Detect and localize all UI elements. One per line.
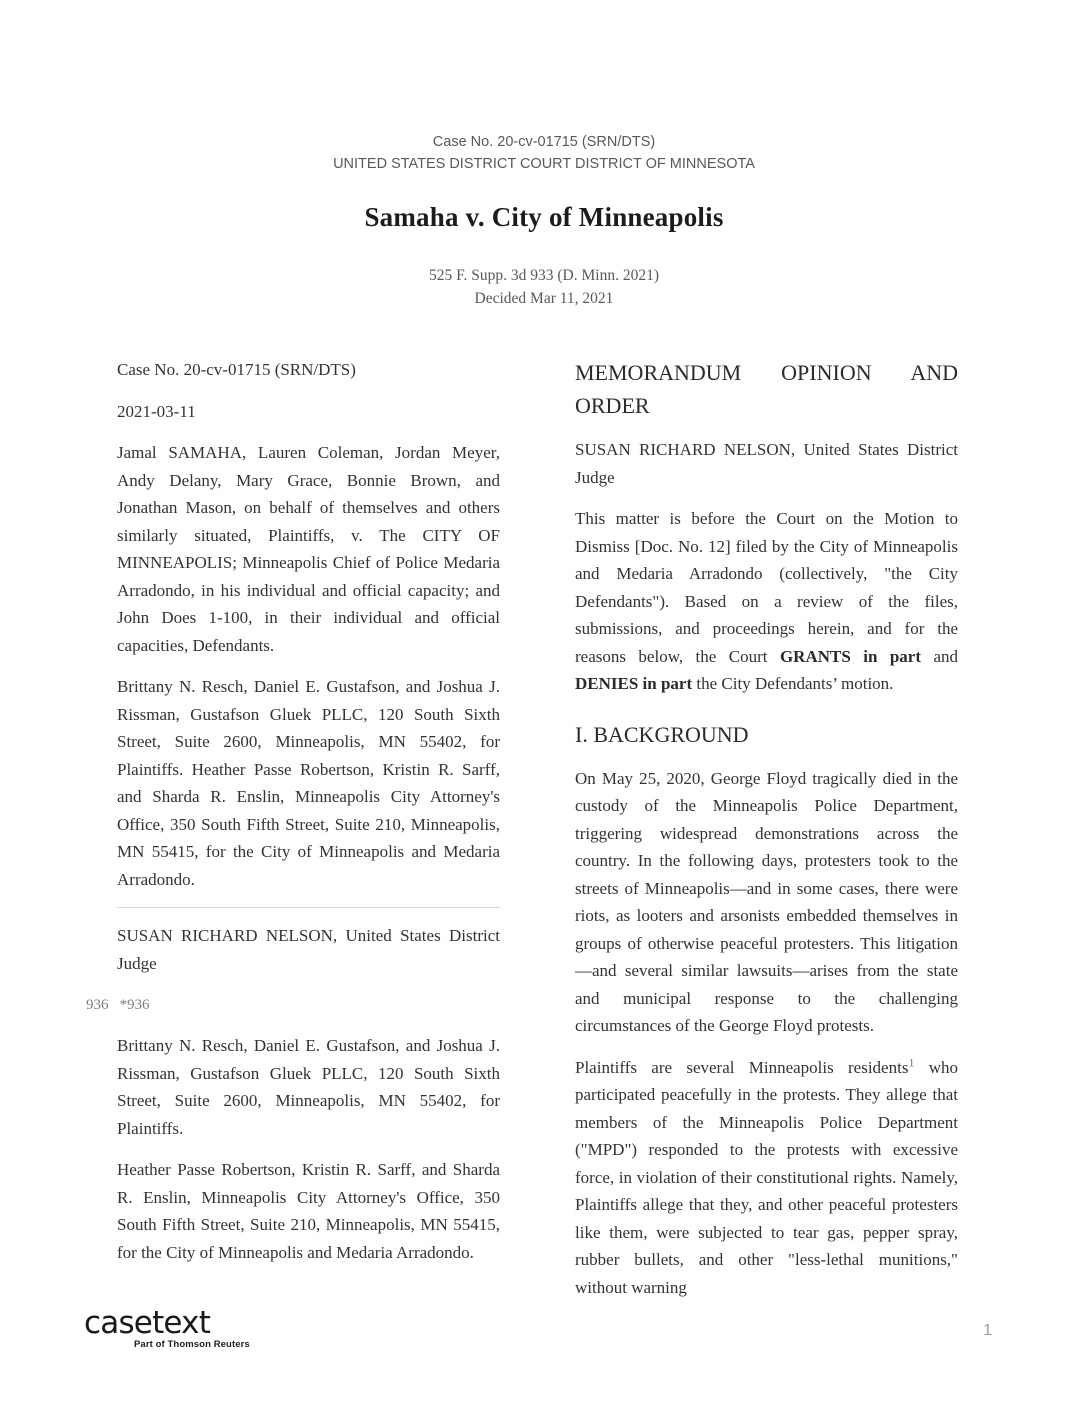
plaintiffs-text-2: who participated peacefully in the protests. They allege that members of the Minneapolis Police Department ("MPD") responded to the protests with excessive force, in violation of their constitutional rights. Namely, Plaintiffs allege that they, and other peaceful protesters like them, were subjected to tear gas, pepper spray, rubber bullets, and other "less-lethal munitions," without warning (575, 1057, 958, 1297)
motion-text-3: the City Defendants’ motion. (692, 674, 894, 693)
motion-text-2: and (921, 646, 959, 666)
footnote-ref-link[interactable]: 1 (908, 1054, 915, 1069)
parties-paragraph: Jamal SAMAHA, Lauren Coleman, Jordan Meyer, Andy Delany, Mary Grace, Bonnie Brown, and Jonathan Mason, on behalf of themselves and others similarly situated, Plaintiffs, v. The CITY OF MINNEAPOLIS; Minneapolis Chief of Police Medaria Arradondo, in his individual and official capacity; and John Does 1-100, in their individual and official capacities, Defendants. (117, 443, 500, 655)
memorandum-heading: MEMORANDUM OPINION AND ORDER (575, 360, 958, 418)
plaintiffs-text-1: Plaintiffs are several Minneapolis residents (575, 1057, 909, 1077)
citation-block (0, 264, 1088, 310)
page-footer (84, 1305, 992, 1350)
judge-byline-opinion: SUSAN RICHARD NELSON, United States District Judge (575, 440, 958, 487)
margin-page-number: 936 (86, 997, 109, 1013)
section-divider (117, 907, 500, 908)
right-column (575, 356, 958, 1315)
citation-line: 525 F. Supp. 3d 933 (D. Minn. 2021) (429, 267, 659, 284)
court-name-line: UNITED STATES DISTRICT COURT DISTRICT OF MINNESOTA (333, 156, 755, 172)
case-number-line: Case No. 20-cv-01715 (SRN/DTS) (432, 134, 656, 150)
casetext-tagline: Part of Thomson Reuters (134, 1339, 250, 1350)
casetext-wordmark: casetext (84, 1305, 211, 1341)
casetext-logo[interactable] (84, 1305, 250, 1350)
document-body (0, 356, 1088, 1315)
star-pagination (86, 997, 500, 1014)
motion-paragraph (575, 505, 958, 698)
case-number-paragraph: Case No. 20-cv-01715 (SRN/DTS) (117, 360, 356, 379)
document-header (0, 0, 1088, 310)
decided-date-line: Decided Mar 11, 2021 (474, 290, 614, 307)
counsel-paragraph-plaintiffs: Brittany N. Resch, Daniel E. Gustafson, and Joshua J. Rissman, Gustafson Gluek PLLC, 120 South Sixth Street, Suite 2600, Minneapolis, MN 55402, for Plaintiffs. (117, 1036, 500, 1138)
motion-text-1: This matter is before the Court on the Motion to Dismiss [Doc. No. 12] filed by the City of Minneapolis and Medaria Arradondo (collectively, "the City Defendants"). Based on a review of the files, submissions, and proceedings herein, and for the reasons below, the Court (575, 509, 958, 666)
denies-emphasis: DENIES in part (575, 674, 693, 693)
judge-byline: SUSAN RICHARD NELSON, United States District Judge (117, 926, 500, 973)
background-heading: I. BACKGROUND (575, 721, 749, 747)
case-title: Samaha v. City of Minneapolis (364, 202, 724, 232)
left-column (86, 356, 500, 1315)
filing-date: 2021-03-11 (117, 401, 196, 421)
counsel-paragraph-city: Heather Passe Robertson, Kristin R. Sarff, and Sharda R. Enslin, Minneapolis City Attorney's Office, 350 South Fifth Street, Suite 210, Minneapolis, MN 55415, for the City of Minneapolis and Medaria Arradondo. (117, 1160, 500, 1262)
background-paragraph: On May 25, 2020, George Floyd tragically died in the custody of the Minneapolis Police Department, triggering widespread demonstrations across the country. In the following days, protesters took to the streets of Minneapolis—and in some cases, there were riots, as looters and arsonists embedded themselves in groups of otherwise peaceful protesters. This litigation—and several similar lawsuits—arises from the state and municipal response to the challenging circumstances of the George Floyd protests. (575, 768, 958, 1035)
plaintiffs-paragraph (575, 1054, 958, 1302)
page-number: 1 (983, 1322, 992, 1339)
star-page-link[interactable]: *936 (119, 997, 150, 1013)
grants-emphasis: GRANTS in part (779, 646, 922, 666)
counsel-paragraph: Brittany N. Resch, Daniel E. Gustafson, and Joshua J. Rissman, Gustafson Gluek PLLC, 120 South Sixth Street, Suite 2600, Minneapolis, MN 55402, for Plaintiffs. Heather Passe Robertson, Kristin R. Sarff, and Sharda R. Enslin, Minneapolis City Attorney's Office, 350 South Fifth Street, Suite 210, Minneapolis, MN 55415, for the City of Minneapolis and Medaria Arradondo. (117, 677, 500, 889)
